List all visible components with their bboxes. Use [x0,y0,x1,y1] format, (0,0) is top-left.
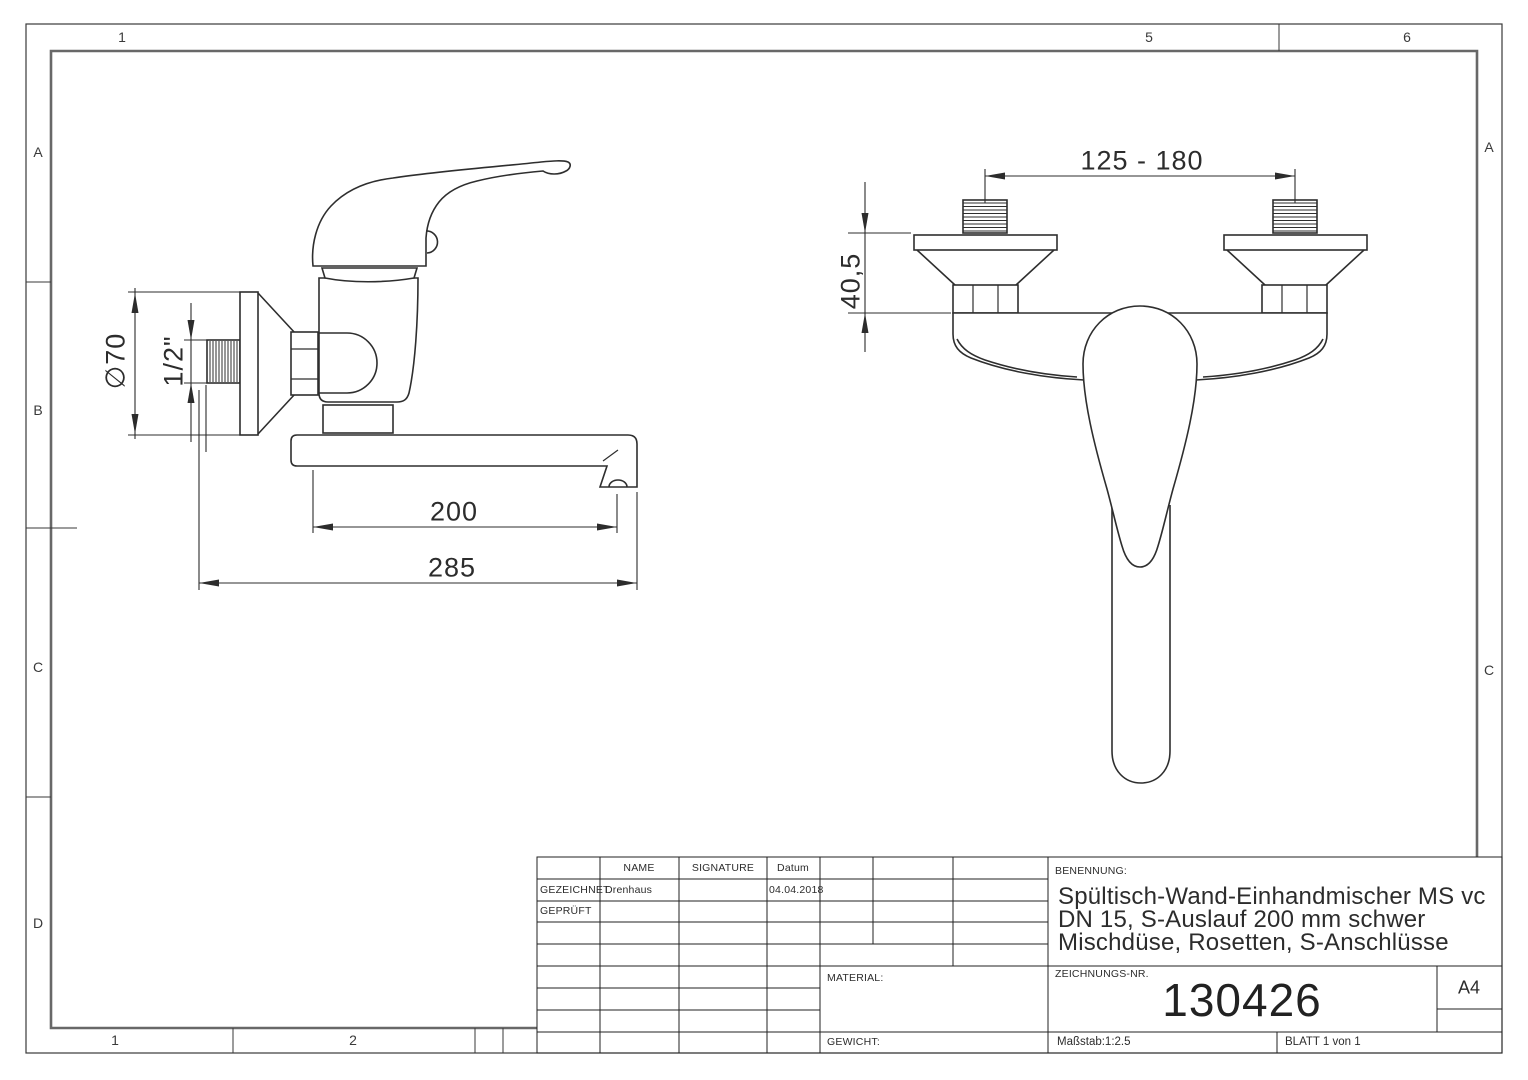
dim-total-depth: 285 [427,552,477,583]
part-title-line3: Mischdüse, Rosetten, S-Anschlüsse [1058,929,1449,956]
col-header-name: NAME [623,862,655,874]
side-hex-nut [291,332,318,395]
col-header-signature: SIGNATURE [691,862,755,874]
zone-label-bottom-1: 1 [111,1032,119,1048]
front-nut-right [1262,285,1327,313]
zone-label-left-d: D [32,915,44,931]
side-spout [291,435,637,487]
zone-label-top-6: 6 [1403,29,1411,45]
weight-label: GEWICHT: [827,1036,880,1048]
benennung-label: BENENNUNG: [1055,865,1128,877]
front-rosette-left [914,235,1057,250]
material-label: MATERIAL: [827,972,884,984]
drawing-number-label: ZEICHNUNGS-NR. [1055,968,1149,980]
side-spout-nut [323,405,393,433]
dim-spout-length: 200 [429,496,479,527]
zone-label-right-c: C [1483,662,1495,678]
drawing-number: 130426 [1162,974,1322,1026]
zone-label-left-a: A [33,144,43,160]
row-drawn-label: GEZEICHNET [540,884,610,896]
side-handle [313,161,571,266]
zone-label-top-5: 5 [1145,29,1153,45]
dim-rosette-diameter: ∅70 [100,332,131,390]
zone-label-left-c: C [32,659,44,675]
dim-thread-size: 1/2" [158,335,189,387]
part-title-line1: Spültisch-Wand-Einhandmischer MS vc [1058,883,1486,910]
zone-label-top-1: 1 [118,29,126,45]
row-checked-label: GEPRÜFT [540,905,592,917]
front-handle-knob [1083,306,1197,567]
col-header-date: Datum [777,862,809,874]
scale-label: Maßstab:1:2.5 [1057,1036,1131,1048]
dim-connection-distance: 125 - 180 [1080,145,1204,176]
side-rosette [240,292,258,435]
zone-label-left-b: B [33,402,43,418]
dim-connection-offset: 40,5 [835,252,866,310]
part-title-line2: DN 15, S-Auslauf 200 mm schwer [1058,906,1426,933]
side-thread-nipple [207,340,240,383]
sheet-of-label: BLATT 1 von 1 [1285,1036,1361,1048]
side-cap-band [322,268,417,282]
row-drawn-date: 04.04.2018 [769,884,824,896]
front-rosette-right [1224,235,1367,250]
row-drawn-name: Drenhaus [605,884,653,896]
faucet-side-view [207,161,637,487]
zone-label-right-a: A [1484,139,1494,155]
zone-label-bottom-2: 2 [349,1032,357,1048]
paper-format: A4 [1457,977,1481,998]
front-nut-left [953,285,1018,313]
faucet-front-view [914,200,1367,783]
